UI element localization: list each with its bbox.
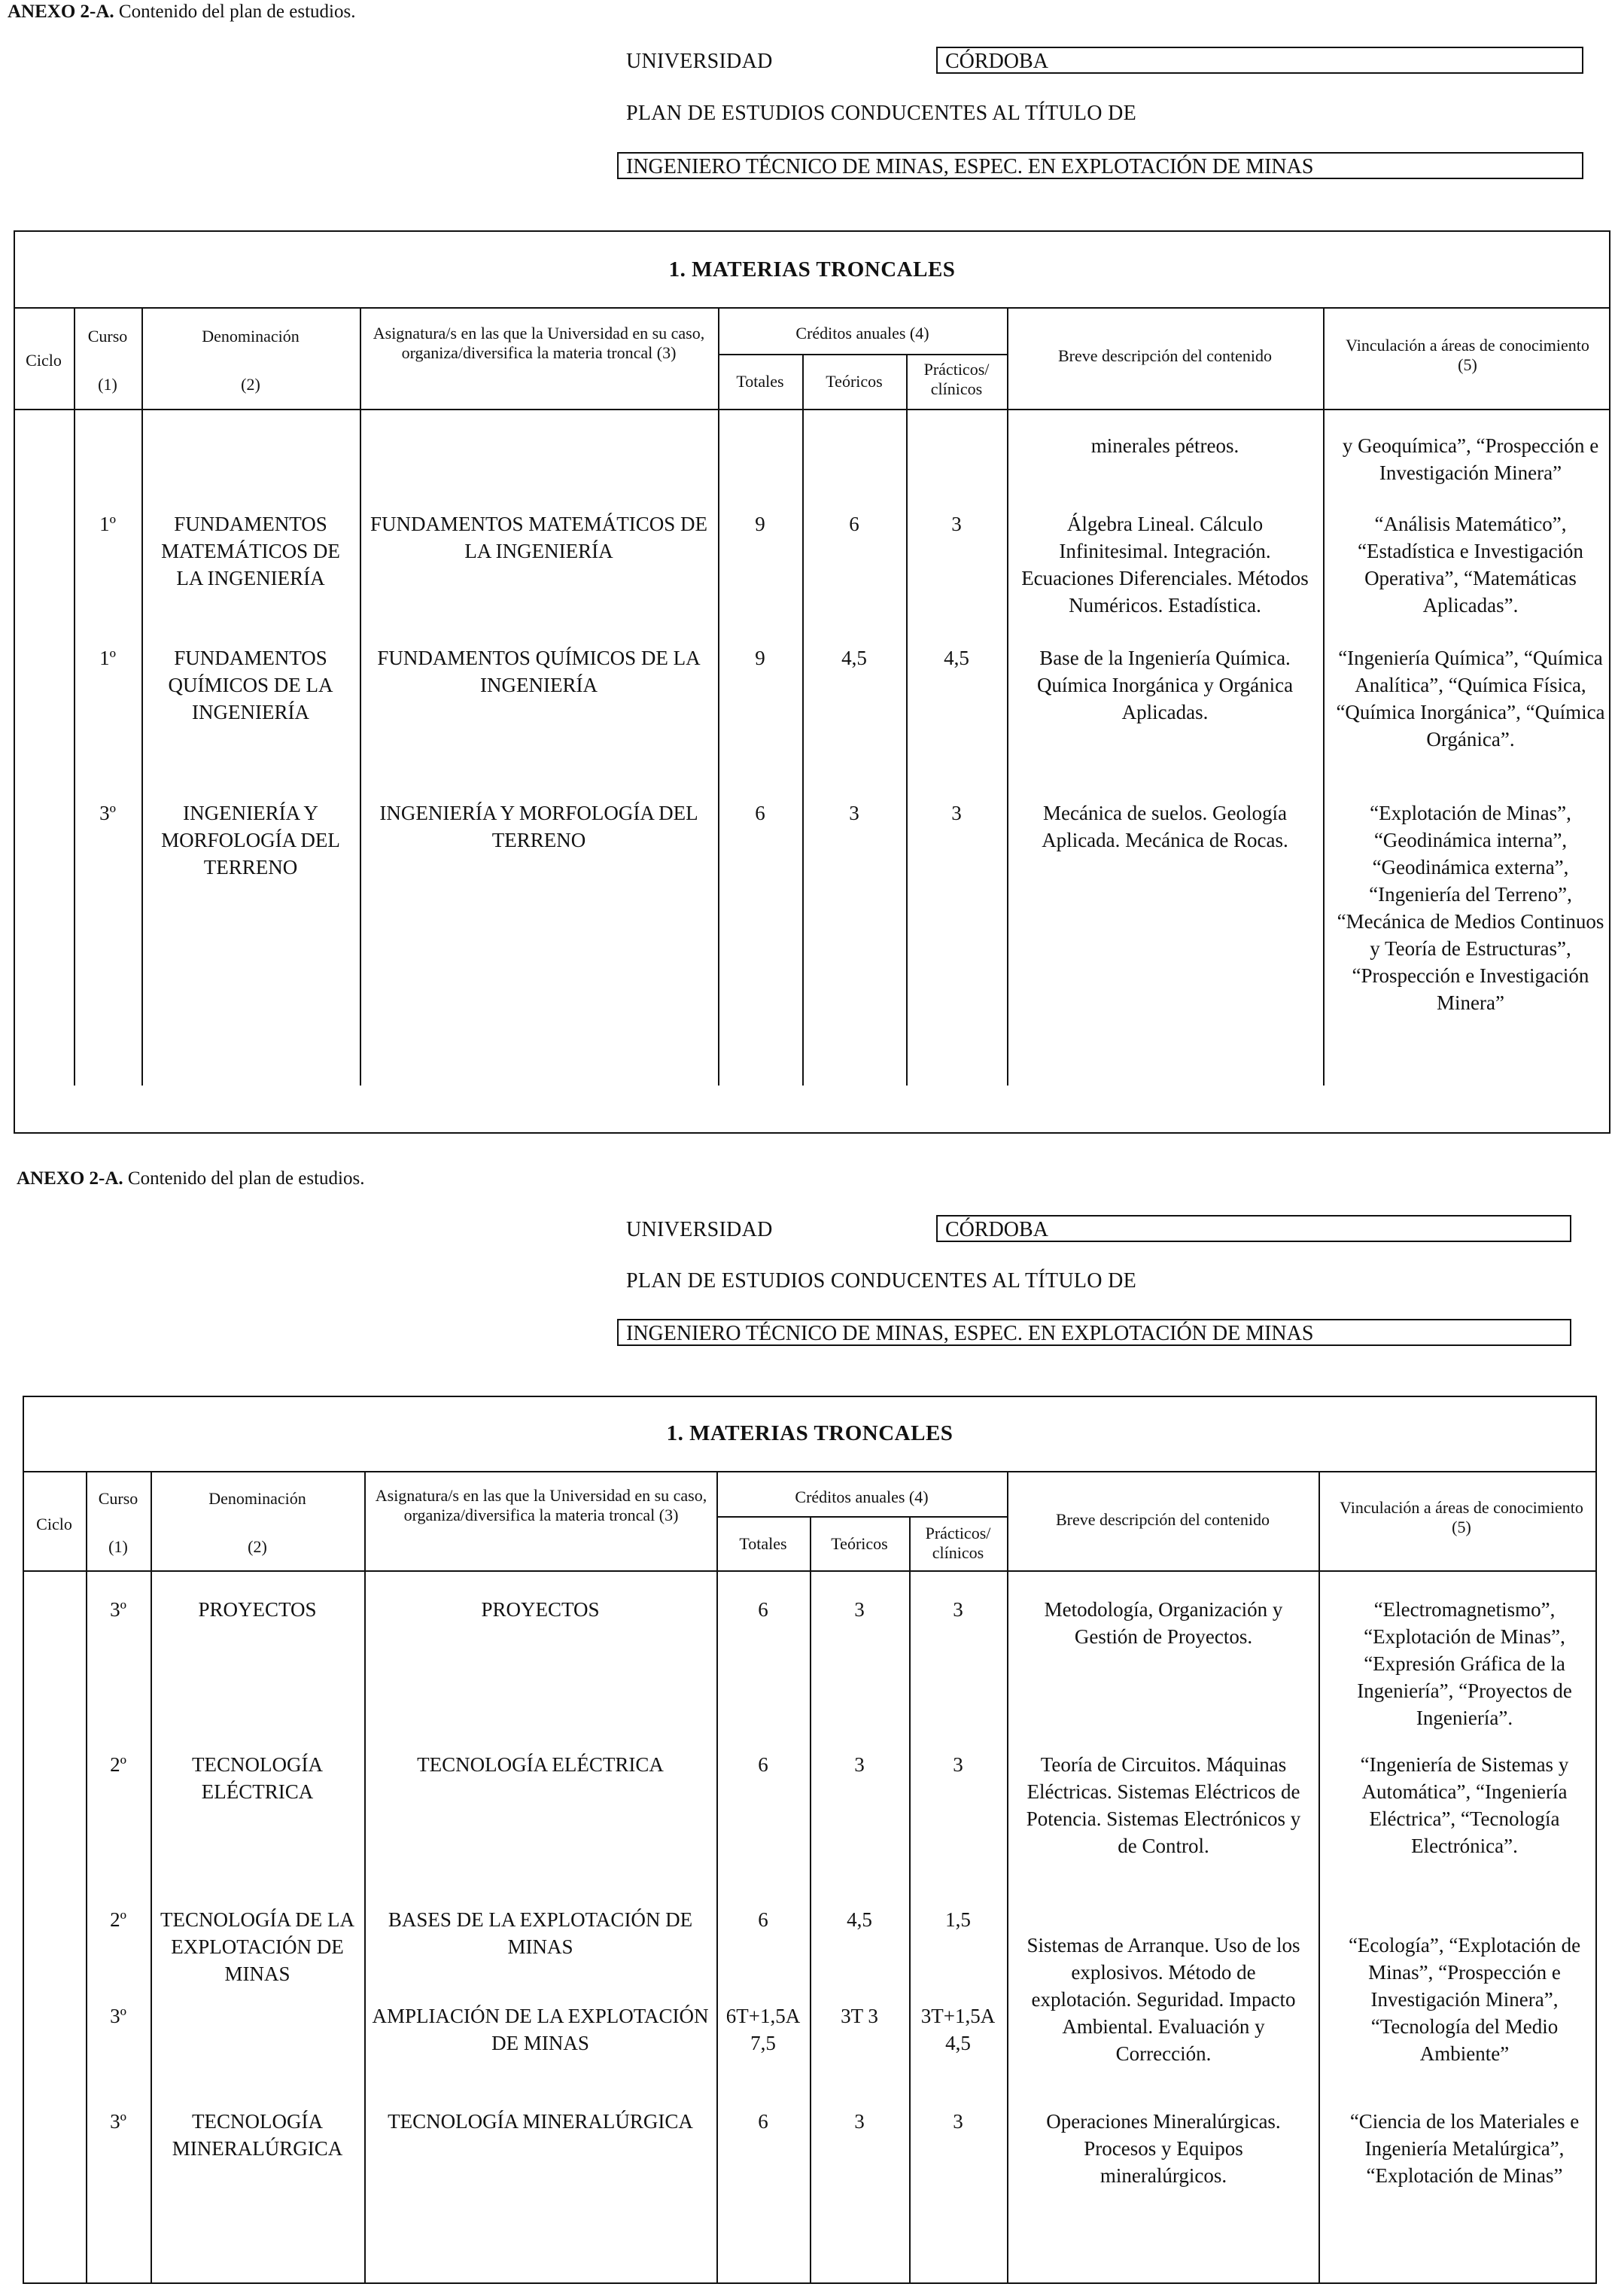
col-divider <box>364 1471 366 2284</box>
row-curso: 2º <box>110 1908 126 1931</box>
col-divider <box>151 1471 152 2284</box>
header-teoricos: Teóricos <box>831 1534 888 1553</box>
row-practicos: 3 <box>951 513 962 535</box>
row-practicos: 4,5 <box>944 647 969 669</box>
row-denominacion: INGENIERÍA Y MORFOLOGÍA DEL TERRENO <box>161 802 340 879</box>
row-areas: “Electromagnetismo”, “Explotación de Minas”, “Expresión Gráfica de la Ingeniería”, “Proyectos de Ingeniería”. <box>1357 1598 1572 1729</box>
row-totales: 9 <box>755 513 765 535</box>
row-asignatura: PROYECTOS <box>481 1598 600 1621</box>
annex-heading: ANEXO 2-A. Contenido del plan de estudios. <box>17 1168 365 1189</box>
col-divider <box>1318 1471 1320 2284</box>
row-areas: “Ecología”, “Explotación de Minas”, “Prospección e Investigación Minera”, “Tecnología del Medio Ambiente” <box>1348 1934 1581 2065</box>
header-practicos: Prácticos/ clínicos <box>925 1524 991 1562</box>
col-divider <box>810 1516 811 2284</box>
row-teoricos: 3 <box>849 802 859 824</box>
header-descripcion: Breve descripción del contenido <box>1057 346 1273 365</box>
row-asignatura: TECNOLOGÍA MINERALÚRGICA <box>388 2110 693 2133</box>
row-teoricos: 4,5 <box>841 647 867 669</box>
col-divider <box>74 307 75 1086</box>
row-totales: 6 <box>755 802 765 824</box>
row-teoricos: 4,5 <box>847 1908 872 1931</box>
plan-label: PLAN DE ESTUDIOS CONDUCENTES AL TÍTULO DE <box>626 102 1137 125</box>
row-teoricos: 6 <box>849 513 859 535</box>
annex-heading: ANEXO 2-A. Contenido del plan de estudios. <box>8 2 356 22</box>
col-divider <box>1007 307 1008 1086</box>
col-divider <box>718 307 719 1086</box>
row-curso: 3º <box>110 1598 126 1621</box>
row-asignatura: AMPLIACIÓN DE LA EXPLOTACIÓN DE MINAS <box>372 2005 709 2054</box>
header-descripcion: Breve descripción del contenido <box>1055 1510 1270 1529</box>
row-description: Sistemas de Arranque. Uso de los explosivos. Método de explotación. Seguridad. Impacto Ambiental. Evaluación y Corrección. <box>1027 1934 1300 2065</box>
divider <box>23 1471 1597 1472</box>
row-asignatura: INGENIERÍA Y MORFOLOGÍA DEL TERRENO <box>379 802 698 851</box>
row-practicos: 3 <box>951 802 962 824</box>
row-curso: 1º <box>99 513 116 535</box>
header-denominacion: Denominación <box>208 1489 306 1508</box>
degree-title: INGENIERO TÉCNICO DE MINAS, ESPEC. EN EXPLOTACIÓN DE MINAS <box>617 1319 1571 1346</box>
header-denominacion-num: (2) <box>248 1537 267 1556</box>
row-denominacion: PROYECTOS <box>198 1598 317 1621</box>
header-curso-num: (1) <box>108 1537 128 1556</box>
row-totales: 9 <box>755 647 765 669</box>
col-divider <box>906 354 908 1086</box>
row-description: Base de la Ingeniería Química. Química Inorgánica y Orgánica Aplicadas. <box>1036 647 1294 723</box>
row-teoricos: 3T 3 <box>841 2005 878 2027</box>
row-totales: 6 <box>758 1598 768 1621</box>
section-title: 1. MATERIAS TRONCALES <box>666 1421 954 1445</box>
header-practicos: Prácticos/ clínicos <box>923 360 990 398</box>
row-denominacion: FUNDAMENTOS QUÍMICOS DE LA INGENIERÍA <box>168 647 333 723</box>
row-asignatura: TECNOLOGÍA ELÉCTRICA <box>417 1753 664 1776</box>
row-totales: 6 <box>758 1753 768 1776</box>
row-curso: 1º <box>99 647 116 669</box>
row-asignatura: FUNDAMENTOS QUÍMICOS DE LA INGENIERÍA <box>377 647 701 696</box>
header-curso: Curso <box>87 327 128 346</box>
row-areas: “Análisis Matemático”, “Estadística e Investigación Operativa”, “Matemáticas Aplicadas”. <box>1358 513 1583 617</box>
row-asignatura: BASES DE LA EXPLOTACIÓN DE MINAS <box>388 1908 693 1958</box>
row-curso: 2º <box>110 1753 126 1776</box>
header-totales: Totales <box>736 372 784 391</box>
col-divider <box>802 354 804 1086</box>
header-ciclo: Ciclo <box>26 351 62 370</box>
col-divider <box>141 307 143 1086</box>
col-divider <box>909 1516 911 2284</box>
col-divider <box>86 1471 87 2284</box>
col-divider <box>1007 1471 1008 2284</box>
university-value: CÓRDOBA <box>936 47 1583 74</box>
row-denominacion: TECNOLOGÍA MINERALÚRGICA <box>172 2110 343 2160</box>
row-teoricos: 3 <box>854 2110 865 2133</box>
header-asignatura: Asignatura/s en las que la Universidad en su caso, organiza/diversifica la materia troncal (3) <box>375 1486 707 1524</box>
divider <box>14 307 1610 309</box>
row-practicos: 3T+1,5A 4,5 <box>920 2005 996 2054</box>
header-asignatura: Asignatura/s en las que la Universidad en su caso, organiza/diversifica la materia troncal (3) <box>373 324 705 362</box>
row-totales: 6T+1,5A 7,5 <box>725 2005 801 2054</box>
row-description: Metodología, Organización y Gestión de Proyectos. <box>1044 1598 1283 1648</box>
row-practicos: 1,5 <box>945 1908 971 1931</box>
row-totales: 6 <box>758 2110 768 2133</box>
row-curso: 3º <box>110 2110 126 2133</box>
row-practicos: 3 <box>953 1753 963 1776</box>
divider <box>14 409 1610 410</box>
row-curso: 3º <box>99 802 116 824</box>
col-divider <box>1323 307 1325 1086</box>
row-practicos: 3 <box>953 1598 963 1621</box>
header-curso: Curso <box>98 1489 138 1508</box>
row-practicos: 3 <box>953 2110 963 2133</box>
row-teoricos: 3 <box>854 1753 865 1776</box>
row-description: Teoría de Circuitos. Máquinas Eléctricas. Sistemas Eléctricos de Potencia. Sistemas Electrónicos y de Control. <box>1026 1753 1301 1857</box>
university-value: CÓRDOBA <box>936 1215 1571 1242</box>
row-description: Mecánica de suelos. Geología Aplicada. Mecánica de Rocas. <box>1042 802 1288 851</box>
page-1 <box>0 0 1612 1129</box>
degree-title: INGENIERO TÉCNICO DE MINAS, ESPEC. EN EXPLOTACIÓN DE MINAS <box>617 152 1583 179</box>
row-areas: y Geoquímica”, “Prospección e Investigación Minera” <box>1342 434 1599 484</box>
row-denominacion: FUNDAMENTOS MATEMÁTICOS DE LA INGENIERÍA <box>161 513 340 589</box>
header-creditos: Créditos anuales (4) <box>795 1488 929 1506</box>
row-areas: “Ciencia de los Materiales e Ingeniería Metalúrgica”, “Explotación de Minas” <box>1349 2110 1580 2187</box>
header-teoricos: Teóricos <box>826 372 883 391</box>
col-divider <box>716 1471 718 2284</box>
row-description: Álgebra Lineal. Cálculo Infinitesimal. Integración. Ecuaciones Diferenciales. Métodos Numéricos. Estadística. <box>1021 513 1309 617</box>
row-description: Operaciones Mineralúrgicas. Procesos y Equipos mineralúrgicos. <box>1046 2110 1281 2187</box>
university-label: UNIVERSIDAD <box>626 1218 773 1241</box>
divider <box>716 1516 1007 1518</box>
row-areas: “Ingeniería de Sistemas y Automática”, “Ingeniería Eléctrica”, “Tecnología Electrónica”. <box>1360 1753 1569 1857</box>
header-vinculacion: Vinculación a áreas de conocimiento (5) <box>1346 336 1589 374</box>
section-title: 1. MATERIAS TRONCALES <box>668 257 956 282</box>
row-areas: “Ingeniería Química”, “Química Analítica”, “Química Física, “Química Inorgánica”, “Química Orgánica”. <box>1336 647 1605 751</box>
university-label: UNIVERSIDAD <box>626 50 773 73</box>
divider <box>718 354 1007 355</box>
row-description: minerales pétreos. <box>1090 434 1239 457</box>
row-denominacion: TECNOLOGÍA DE LA EXPLOTACIÓN DE MINAS <box>160 1908 354 1985</box>
plan-label: PLAN DE ESTUDIOS CONDUCENTES AL TÍTULO DE <box>626 1269 1137 1293</box>
row-curso: 3º <box>110 2005 126 2027</box>
header-curso-num: (1) <box>98 375 117 394</box>
header-ciclo: Ciclo <box>36 1515 72 1533</box>
row-denominacion: TECNOLOGÍA ELÉCTRICA <box>192 1753 323 1803</box>
row-areas: “Explotación de Minas”, “Geodinámica interna”, “Geodinámica externa”, “Ingeniería del Terreno”, “Mecánica de Medios Continuos y Teoría de Estructuras”, “Prospección e Investigación Minera” <box>1337 802 1604 1014</box>
col-divider <box>360 307 361 1086</box>
row-teoricos: 3 <box>854 1598 865 1621</box>
header-denominacion-num: (2) <box>241 375 260 394</box>
page-2 <box>0 1167 1612 2296</box>
row-asignatura: FUNDAMENTOS MATEMÁTICOS DE LA INGENIERÍA <box>370 513 708 562</box>
header-denominacion: Denominación <box>202 327 300 346</box>
header-creditos: Créditos anuales (4) <box>795 324 929 343</box>
row-totales: 6 <box>758 1908 768 1931</box>
header-totales: Totales <box>739 1534 787 1553</box>
header-vinculacion: Vinculación a áreas de conocimiento (5) <box>1340 1498 1583 1536</box>
